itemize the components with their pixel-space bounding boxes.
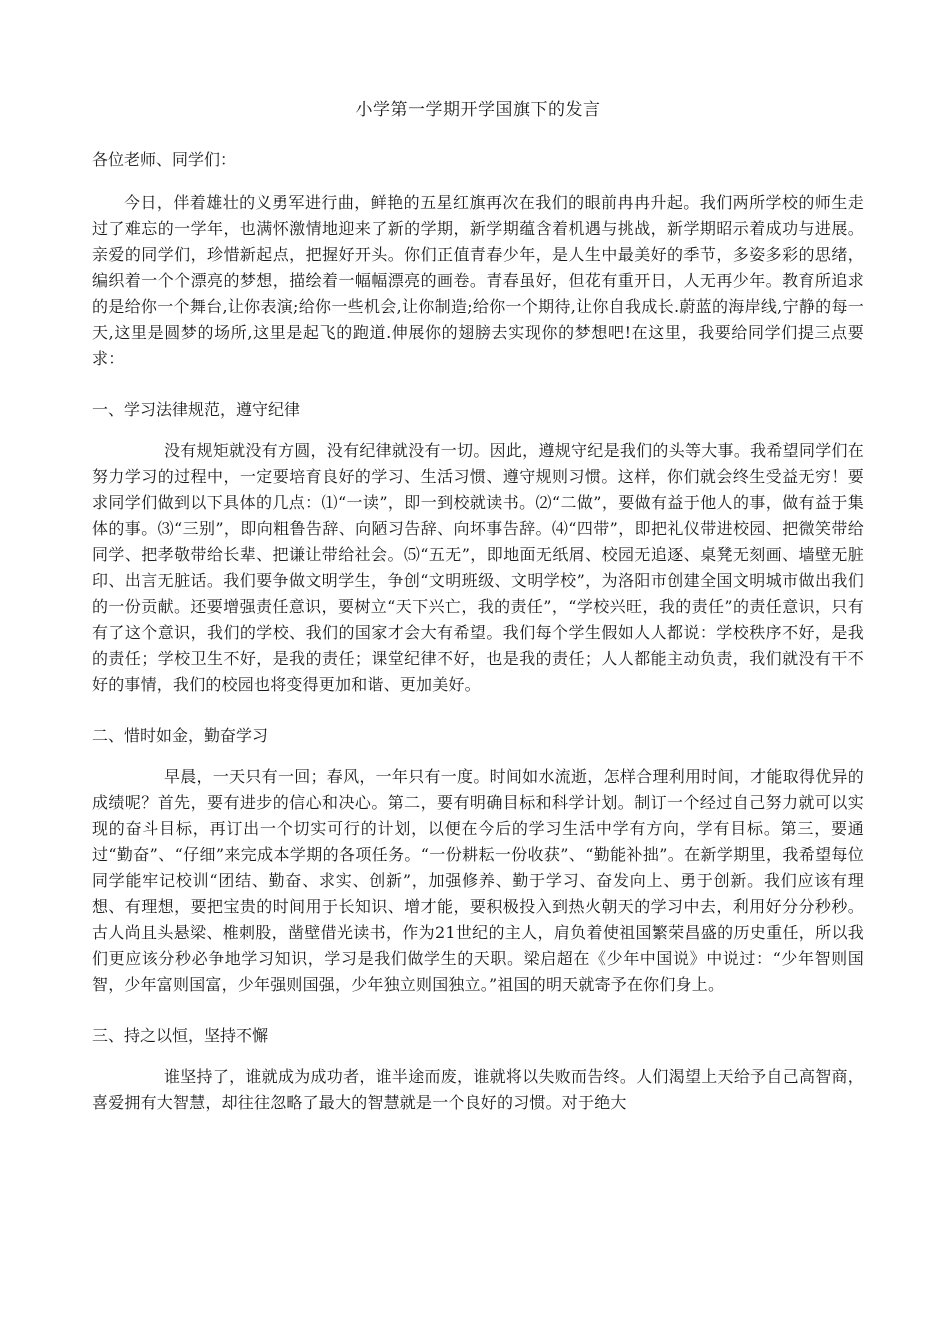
section-heading-3: 三、持之以恒，坚持不懈 bbox=[92, 1026, 269, 1045]
salutation: 各位老师、同学们： bbox=[92, 150, 237, 169]
section-paragraph-1: 没有规矩就没有方圆，没有纪律就没有一切。因此，遵规守纪是我们的头等大事。我希望同学们在努力学习的过程中，一定要培育良好的学习、生活习惯、遵守规则习惯。这样，你们就会终生受益无穷！要求同学们做到以下具体的几点：⑴“一读”，即一到校就读书。⑵“二做”，要做有益于他人的事，做有益于集体的事。⑶“三别”，即向粗鲁告辞、向陋习告辞、向坏事告辞。⑷“四带”，即把礼仪带进校园、把微笑带给同学、把孝敬带给长辈、把谦让带给社会。⑸“五无”，即地面无纸屑、校园无追逐、桌凳无刻画、墙壁无脏印、出言无脏话。我们要争做文明学生，争创“文明班级、文明学校”，为洛阳市创建全国文明城市做出我们的一份贡献。还要增强责任意识，要树立“天下兴亡，我的责任”，“学校兴旺，我的责任”的责任意识，只有有了这个意识，我们的学校、我们的国家才会大有希望。我们每个学生假如人人都说：学校秩序不好，是我的责任；学校卫生不好，是我的责任；课堂纪律不好，也是我的责任；人人都能主动负责，我们就没有干不好的事情，我们的校园也将变得更加和谐、更加美好。 bbox=[92, 441, 864, 694]
document-page bbox=[92, 98, 864, 1142]
section-heading-1: 一、学习法律规范，遵守纪律 bbox=[92, 400, 301, 419]
section-paragraph-2: 早晨，一天只有一回；春风，一年只有一度。时间如水流逝，怎样合理利用时间，才能取得优异的成绩呢？首先，要有进步的信心和决心。第二，要有明确目标和科学计划。制订一个经过自己努力就可以实现的奋斗目标，再订出一个切实可行的计划，以便在今后的学习生活中学有方向，学有目标。第三，要通过“勤奋”、“仔细”来完成本学期的各项任务。“一份耕耘一份收获”、“勤能补拙”。在新学期里，我希望每位同学能牢记校训“团结、勤奋、求实、创新”，加强修养、勤于学习、奋发向上、勇于创新。我们应该有理想、有理想，要把宝贵的时间用于长知识、增才能，要积极投入到热火朝天的学习中去，利用好分分秒秒。古人尚且头悬梁、椎刺股，凿壁借光读书，作为21世纪的主人，肩负着使祖国繁荣昌盛的历史重任，所以我们更应该分秒必争地学习知识，学习是我们做学生的天职。梁启超在《少年中国说》中说过：“少年智则国智，少年富则国富，少年强则国强，少年独立则国独立。”祖国的明天就寄予在你们身上。 bbox=[92, 767, 864, 994]
section-paragraph-3: 谁坚持了，谁就成为成功者，谁半途而废，谁就将以失败而告终。人们渴望上天给予自己高智商，喜爱拥有大智慧，却往往忽略了最大的智慧就是一个良好的习惯。对于绝大 bbox=[92, 1067, 864, 1112]
document-title: 小学第一学期开学国旗下的发言 bbox=[355, 100, 601, 120]
section-heading-2: 二、惜时如金，勤奋学习 bbox=[92, 726, 269, 745]
intro-paragraph: 今日，伴着雄壮的义勇军进行曲，鲜艳的五星红旗再次在我们的眼前冉冉升起。我们两所学校的师生走过了难忘的一学年，也满怀激情地迎来了新的学期，新学期蕴含着机遇与挑战，新学期昭示着成功与进展。亲爱的同学们，珍惜新起点，把握好开头。你们正值青春少年，是人生中最美好的季节，多姿多彩的思绪，编织着一个个漂亮的梦想，描绘着一幅幅漂亮的画卷。青春虽好，但花有重开日，人无再少年。教育所追求的是给你一个舞台,让你表演;给你一些机会,让你制造;给你一个期待,让你自我成长.蔚蓝的海岸线,宁静的每一天,这里是圆梦的场所,这里是起飞的跑道.伸展你的翅膀去实现你的梦想吧!在这里，我要给同学们提三点要求： bbox=[92, 193, 864, 368]
